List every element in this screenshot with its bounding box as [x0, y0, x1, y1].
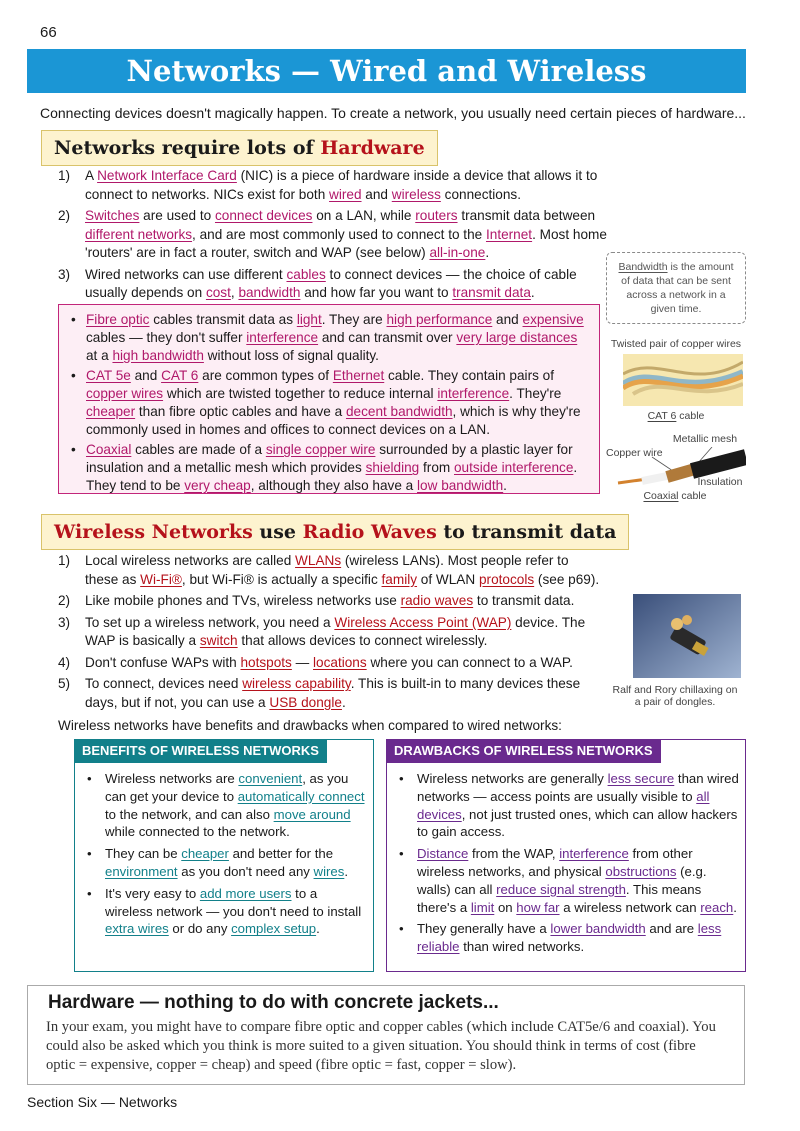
drawback-text: . This means there's a [417, 881, 702, 915]
bandwidth-definition: is the amount of data that can be sent across a network in a given time. [621, 261, 734, 315]
benefit-text: or do any [168, 921, 232, 937]
drawback-text: , not just trusted ones, which can allow hackers to gain access. [417, 806, 738, 840]
hardware-text: and [361, 186, 392, 202]
wireless-item-number: 5) [58, 676, 71, 691]
hardware-item-number: 2) [58, 208, 71, 223]
benefit-text: and better for the [228, 846, 334, 862]
benefit-keyword: extra wires [105, 921, 169, 937]
drawback-keyword: all devices [417, 788, 710, 822]
cable-keyword: interference [246, 330, 319, 345]
wireless-keyword: protocols [478, 571, 535, 587]
cable-text: cable. They contain pairs of [384, 368, 555, 383]
drawback-item [395, 845, 739, 916]
cable-item [69, 311, 591, 365]
hardware-text: . [530, 285, 535, 300]
wireless-heading-d: to transmit data [436, 521, 617, 543]
hardware-item [58, 207, 618, 263]
wireless-item-number: 3) [58, 614, 71, 630]
cable-text: cables transmit data as [149, 312, 297, 327]
cable-item [69, 441, 591, 495]
coax-label-copper: Copper wire [606, 447, 663, 459]
wireless-heading-b: use [252, 521, 303, 543]
cable-text: and can transmit over [318, 330, 457, 345]
wireless-item [58, 552, 603, 589]
drawback-keyword: reduce signal strength [496, 881, 626, 897]
wireless-text: Like mobile phones and TVs, wireless networks use [85, 593, 401, 608]
cable-keyword: decent bandwidth [345, 404, 453, 419]
hardware-keyword: cost [205, 285, 231, 300]
wireless-text: , but Wi-Fi® is actually a specific [181, 571, 382, 587]
drawback-text: a wireless network can [559, 899, 701, 915]
wireless-text: where you can connect to a WAP. [366, 654, 573, 670]
cable-text: , although they also have a [250, 478, 418, 493]
wireless-text: To set up a wireless network, you need a [85, 614, 335, 630]
section-footer: Section Six — Networks [27, 1094, 178, 1110]
wireless-keyword: radio waves [400, 593, 474, 608]
cable-keyword: outside interference [454, 460, 574, 475]
wireless-text: . This is built-in to many devices these days, but if not, you can use a [85, 676, 581, 710]
benefit-item [83, 845, 367, 881]
hardware-keyword: Network Interface Card [97, 168, 237, 183]
wireless-text: of WLAN [417, 571, 479, 587]
wireless-item-number: 1) [58, 553, 71, 568]
cat6-caption-rest: cable [676, 410, 705, 422]
drawback-keyword: less reliable [417, 921, 722, 955]
wireless-text: Don't confuse WAPs with [85, 654, 241, 670]
wireless-item [58, 675, 603, 712]
wireless-text: Local wireless networks are called [85, 553, 296, 568]
drawback-text: and are [645, 921, 698, 937]
dongle-photo [633, 594, 741, 678]
drawback-keyword: less secure [607, 771, 675, 786]
page-title: Networks — Wired and Wireless [27, 49, 746, 93]
benefit-text: . [316, 921, 320, 937]
cable-keyword: very cheap [184, 478, 251, 493]
hardware-text: (NIC) is a piece of hardware inside a device that allows it to connect to networks. NICs exist for both [85, 168, 598, 202]
benefit-item [83, 885, 367, 938]
benefit-keyword: add more users [199, 885, 292, 901]
wireless-item [58, 614, 603, 651]
hardware-text: to connect devices — the choice of cable usually depends on [85, 266, 577, 300]
benefits-list [83, 770, 367, 942]
drawback-keyword: limit [470, 899, 495, 915]
cable-text: from [419, 460, 454, 475]
exam-tip-body: In your exam, you might have to compare fibre optic and copper cables (which include CAT5e/6 and coaxial). You could also be asked which you think is more suited to a given situation. You should think in terms of cost (fibre optic = expensive, copper = cheap) and speed (fibre optic = fast, copper = slow). [46, 1019, 716, 1073]
wireless-text: . [341, 694, 346, 710]
hardware-keyword: Internet [485, 226, 533, 242]
benefit-item [83, 770, 367, 841]
cable-text: . They tend to be [86, 460, 578, 493]
wireless-item [58, 654, 603, 673]
benefit-text: to a wireless network — you don't need to install [105, 885, 362, 919]
wireless-keyword: switch [199, 633, 238, 648]
wireless-text: — [291, 654, 314, 670]
cable-item [69, 367, 591, 439]
drawback-keyword: obstructions [605, 863, 677, 879]
hardware-item-number: 1) [58, 168, 71, 183]
hardware-keyword: wireless [391, 186, 441, 202]
hardware-text: A [85, 168, 98, 183]
hardware-keyword: different networks [85, 226, 193, 242]
drawbacks-list [395, 770, 739, 960]
wireless-heading-a: Wireless Networks [54, 521, 253, 543]
coax-caption-rest: cable [678, 490, 707, 502]
wireless-item-number: 4) [58, 654, 71, 670]
cable-keyword: Coaxial [86, 442, 132, 457]
bandwidth-term: Bandwidth [618, 261, 668, 273]
hardware-keyword: wired [329, 186, 362, 202]
hardware-keyword: routers [415, 208, 458, 223]
hardware-text: , and are most commonly used to connect to the [192, 226, 486, 242]
cable-types-box [58, 304, 600, 494]
cable-text: which are twisted together to reduce internal [163, 386, 438, 401]
benefit-keyword: move around [273, 806, 351, 822]
cable-keyword: interference [437, 386, 510, 401]
benefit-keyword: automatically connect [237, 788, 365, 804]
cable-text: cables — they don't suffer [86, 330, 247, 345]
exam-tip-heading: Hardware — nothing to do with concrete jackets... [48, 992, 499, 1013]
wireless-item-number: 2) [58, 593, 71, 608]
benefit-text: . [344, 863, 348, 879]
cable-keyword: shielding [365, 460, 420, 475]
drawback-text: (e.g. walls) can all [417, 863, 707, 897]
hardware-keyword: Switches [85, 208, 140, 223]
cable-text: cables are made of a [131, 442, 266, 457]
drawback-text: Wireless networks are generally [417, 771, 608, 786]
wireless-text: To connect, devices need [85, 676, 243, 691]
wireless-item [58, 592, 603, 611]
wireless-heading-c: Radio Waves [302, 521, 437, 543]
wireless-text: (see p69). [534, 571, 600, 587]
wireless-keyword: WLANs [295, 553, 342, 568]
page-number: 66 [40, 24, 57, 41]
benefit-text: , as you can get your device to [105, 771, 349, 804]
benefit-keyword: cheaper [181, 846, 229, 862]
benefit-text: They can be [105, 846, 182, 862]
cable-text: and [492, 312, 523, 327]
hardware-item [58, 167, 618, 204]
cable-keyword: high bandwidth [112, 348, 204, 363]
hardware-item [58, 266, 618, 303]
cat6-cable-image [623, 354, 743, 406]
hardware-heading [41, 130, 438, 166]
hardware-keyword: connect devices [214, 208, 313, 223]
benefit-text: It's very easy to [105, 885, 200, 901]
drawback-text: They generally have a [417, 921, 551, 937]
coax-label-mesh: Metallic mesh [672, 433, 738, 445]
hardware-heading-text: Networks require lots of [54, 137, 321, 159]
wireless-keyword: family [381, 571, 418, 587]
benefit-keyword: wires [313, 863, 345, 879]
wireless-keyword: locations [313, 654, 367, 670]
coax-caption [630, 490, 720, 502]
benefit-text: while connected to the network. [105, 824, 290, 840]
drawback-keyword: how far [516, 899, 560, 915]
hardware-text: . [485, 245, 490, 260]
dongle-caption: Ralf and Rory chillaxing on a pair of dongles. [612, 684, 738, 708]
drawback-keyword: Distance [417, 846, 469, 862]
cable-keyword: CAT 5e [86, 368, 131, 383]
hardware-item-number: 3) [58, 266, 71, 282]
benefit-keyword: environment [105, 863, 178, 879]
compare-intro: Wireless networks have benefits and drawbacks when compared to wired networks: [58, 718, 562, 733]
bandwidth-note [606, 252, 746, 324]
cable-keyword: very large distances [456, 330, 578, 345]
wireless-keyword: Wireless Access Point (WAP) [334, 614, 512, 630]
hardware-text: Wired networks can use different [85, 266, 287, 282]
cable-keyword: light [296, 312, 322, 327]
cable-text: and [130, 368, 162, 383]
drawback-text: on [494, 899, 517, 915]
intro-text: Connecting devices doesn't magically happen. To create a network, you usually need certain pieces of hardware... [40, 105, 746, 121]
wireless-text: device. The WAP is basically a [85, 614, 586, 648]
hardware-heading-highlight: Hardware [320, 137, 425, 159]
drawback-text: than wired networks. [459, 939, 585, 955]
hardware-text: connections. [440, 186, 521, 202]
cable-text: . They're [509, 386, 562, 401]
coax-label-insulation: Insulation [697, 476, 743, 488]
cable-text: . [503, 478, 507, 493]
cable-keyword: single copper wire [265, 442, 376, 457]
wireless-text: to transmit data. [473, 593, 575, 608]
cat6-caption-top: Twisted pair of copper wires [610, 338, 742, 350]
wireless-keyword: wireless capability [242, 676, 351, 691]
drawback-text: from other wireless networks, and physical [417, 846, 693, 879]
cable-keyword: CAT 6 [161, 368, 199, 383]
hardware-text: on a LAN, while [312, 208, 416, 223]
cable-types-list [69, 311, 591, 495]
wireless-heading [41, 514, 629, 550]
benefit-keyword: convenient [238, 771, 303, 786]
cable-text: are common types of [198, 368, 333, 383]
cable-text: surrounded by a plastic layer for insulation and a metallic mesh which provides [86, 442, 573, 475]
drawback-keyword: reach [700, 899, 734, 915]
hardware-keyword: bandwidth [238, 285, 301, 300]
hardware-keyword: all-in-one [429, 245, 486, 260]
benefit-text: as you don't need any [177, 863, 314, 879]
cable-keyword: low bandwidth [417, 478, 504, 493]
cable-keyword: copper wires [86, 386, 164, 401]
hardware-text: are used to [139, 208, 215, 223]
benefit-text: to the network, and can also [105, 806, 274, 822]
coax-caption-term: Coaxial [643, 490, 679, 502]
cable-text: . They are [321, 312, 387, 327]
hardware-list [58, 167, 618, 306]
cable-text: without loss of signal quality. [203, 348, 379, 363]
benefits-title: BENEFITS OF WIRELESS NETWORKS [74, 739, 327, 763]
hardware-keyword: cables [286, 266, 326, 282]
cat6-caption-term: CAT 6 [647, 410, 677, 422]
wireless-keyword: hotspots [240, 654, 292, 670]
cable-keyword: Fibre optic [86, 312, 150, 327]
wireless-text: that allows devices to connect wirelessly. [237, 633, 488, 648]
drawbacks-box [386, 739, 746, 972]
drawback-text: from the WAP, [468, 846, 560, 862]
wireless-text: (wireless LANs). Most people refer to these as [85, 553, 569, 587]
hardware-text: transmit data between [457, 208, 596, 223]
benefit-text: Wireless networks are [105, 771, 239, 786]
wireless-keyword: Wi-Fi® [140, 571, 182, 587]
cat6-caption [606, 410, 746, 422]
drawback-keyword: lower bandwidth [550, 921, 646, 937]
cable-text: than fibre optic cables and have a [135, 404, 346, 419]
benefits-box [74, 739, 374, 972]
benefit-keyword: complex setup [231, 921, 317, 937]
drawback-item [395, 770, 739, 841]
cable-text: at a [86, 348, 113, 363]
hardware-keyword: transmit data [452, 285, 531, 300]
drawback-item [395, 920, 739, 956]
exam-tip-box [27, 985, 745, 1085]
drawback-text: . [733, 899, 737, 915]
cable-keyword: Ethernet [332, 368, 385, 383]
hardware-text: and how far you want to [300, 285, 453, 300]
hardware-text: , [230, 285, 239, 300]
cable-text: , which is why they're commonly used in homes and offices to connect devices on a LAN. [86, 404, 581, 437]
hardware-text: . Most home 'routers' are in fact a router, switch and WAP (see below) [85, 226, 607, 260]
wireless-keyword: USB dongle [269, 694, 342, 710]
drawbacks-title: DRAWBACKS OF WIRELESS NETWORKS [386, 739, 661, 763]
drawback-text: than wired networks — access points are usually visible to [417, 771, 739, 804]
wireless-list [58, 552, 603, 715]
cable-keyword: cheaper [86, 404, 136, 419]
cable-keyword: high performance [386, 312, 493, 327]
drawback-keyword: interference [559, 846, 629, 862]
cable-keyword: expensive [522, 312, 584, 327]
